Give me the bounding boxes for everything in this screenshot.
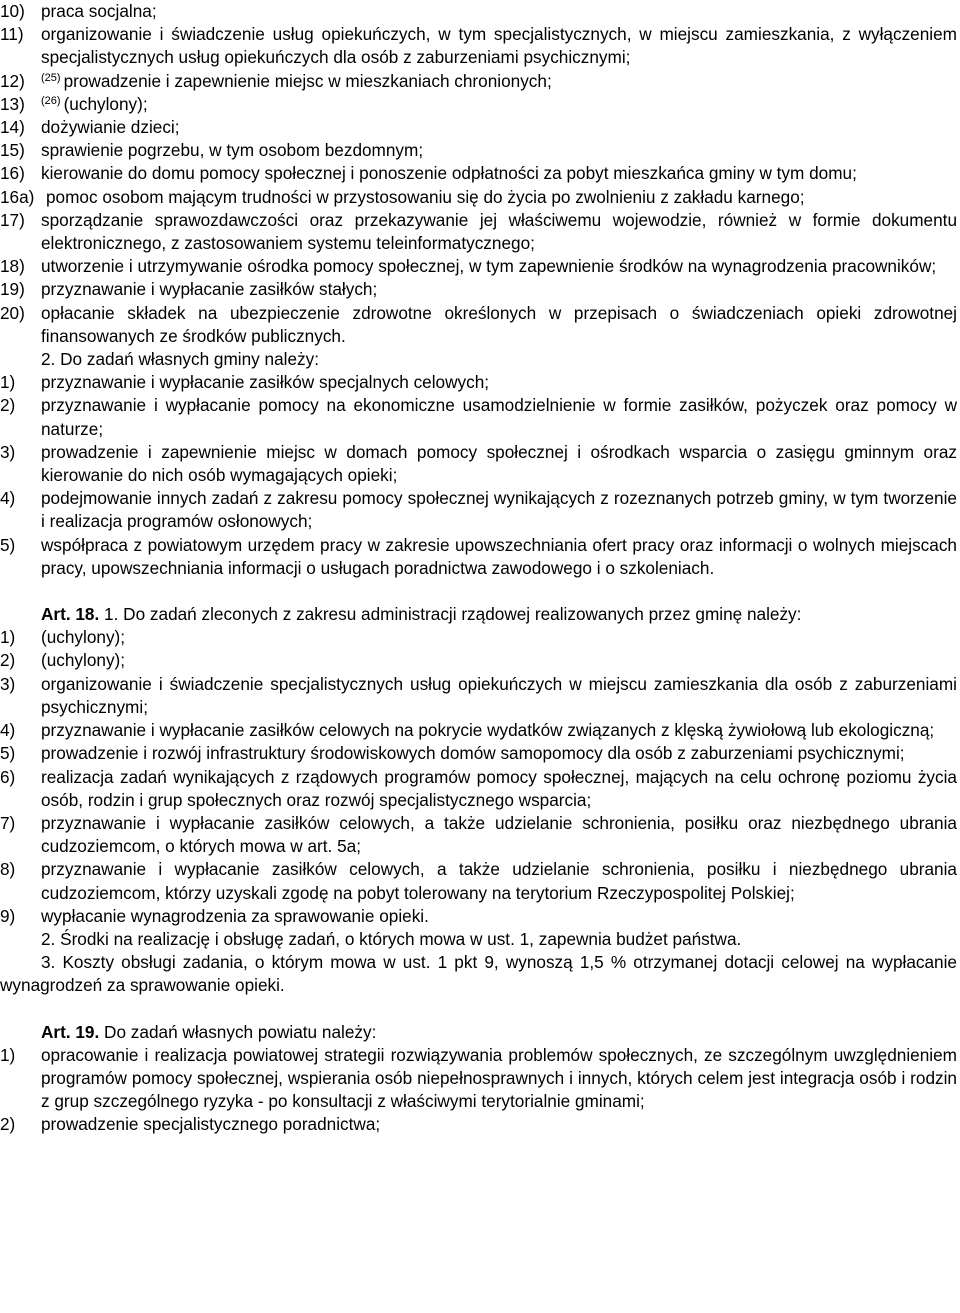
list-item: 16a) pomoc osobom mającym trudności w przystosowaniu się do życia po zwolnieniu z zakładu karnego;	[0, 186, 805, 207]
section-heading: 2. Do zadań własnych gminy należy:	[41, 349, 320, 370]
list-item: 4) podejmowanie innych zadań z zakresu pomocy społecznej wynikających z rozeznanych potrzeb gminy, w tym tworzenie i realizacja programów osłonowych;	[0, 488, 957, 532]
list-item: 19) przyznawanie i wypłacanie zasiłków stałych;	[0, 279, 378, 300]
list-item: 9) wypłacanie wynagrodzenia za sprawowanie opieki.	[0, 905, 429, 926]
section-paragraph: 3. Koszty obsługi zadania, o którym mowa w ust. 1 pkt 9, wynoszą 1,5 % otrzymanej dotacji celowej na wypłacanie wynagrodzeń za sprawowanie opieki.	[0, 952, 957, 996]
section-paragraph: 2. Środki na realizację i obsługę zadań, o których mowa w ust. 1, zapewnia budżet państwa.	[41, 928, 742, 949]
list-item: 4) przyznawanie i wypłacanie zasiłków celowych na pokrycie wydatków związanych z klęską żywiołową lub ekologiczną;	[0, 720, 935, 741]
footnote-ref: (26)	[41, 94, 61, 107]
list-item: 5) współpraca z powiatowym urzędem pracy w zakresie upowszechniania ofert pracy oraz informacji o wolnych miejscach pracy, upowszechniania informacji o usługach poradnictwa zawodowego i o szkoleniach.	[0, 534, 957, 578]
list-item: 1) przyznawanie i wypłacanie zasiłków specjalnych celowych;	[0, 372, 490, 393]
list-item: 8) przyznawanie i wypłacanie zasiłków celowych, a także udzielanie schronienia, posiłku i niezbędnego ubrania cudzoziemcom, którzy uzyskali zgodę na pobyt tolerowany na terytorium Rzeczypospolitej Polskiej;	[0, 859, 957, 903]
article-heading: Art. 18. 1. Do zadań zleconych z zakresu administracji rządowej realizowanych przez gminę należy:	[41, 604, 802, 625]
list-item: 16) kierowanie do domu pomocy społecznej i ponoszenie odpłatności za pobyt mieszkańca gminy w tym domu;	[0, 163, 857, 184]
list-part3	[0, 626, 957, 928]
list-item: 2) (uchylony);	[0, 650, 126, 671]
list-item: 1) opracowanie i realizacja powiatowej strategii rozwiązywania problemów społecznych, ze szczególnym uwzględnieniem programów pomocy społecznej, wspierania osób niepełnosprawnych i innych, których celem jest integracja osób i rodzin z grup szczególnego ryzyka - po konsultacji z właściwymi terytorialnie gminami;	[0, 1044, 957, 1112]
list-item: 20) opłacanie składek na ubezpieczenie zdrowotne określonych w przepisach o świadczeniach opieki zdrowotnej finansowanych ze środków publicznych.	[0, 302, 957, 346]
list-item: 2) prowadzenie specjalistycznego poradnictwa;	[0, 1114, 381, 1135]
list-item: 11) organizowanie i świadczenie usług opiekuńczych, w tym specjalistycznych, w miejscu zamieszkania, z wyłączeniem specjalistycznych usług opiekuńczych dla osób z zaburzeniami psychicznymi;	[0, 24, 957, 68]
list-item: 3) prowadzenie i zapewnienie miejsc w domach pomocy społecznej i ośrodkach wsparcia o zasięgu gminnym oraz kierowanie do nich osób wymagających opieki;	[0, 441, 957, 486]
list-part4	[0, 1044, 957, 1137]
list-item: 10) praca socjalna;	[0, 1, 157, 21]
list-item: 6) realizacja zadań wynikających z rządowych programów pomocy społecznej, mających na celu ochronę poziomu życia osób, rodzin i grup społecznych oraz rozwój specjalistycznego wsparcia;	[0, 766, 957, 810]
list-part2	[0, 371, 957, 580]
list-item: 18) utworzenie i utrzymywanie ośrodka pomocy społecznej, w tym zapewnienie środków na wynagrodzenia pracowników;	[0, 256, 937, 277]
list-item: 14) dożywianie dzieci;	[0, 117, 180, 138]
spacer	[0, 580, 957, 603]
list-item: 13) $^{(26)}$ (uchylony);	[0, 93, 148, 114]
list-item: 1) (uchylony);	[0, 627, 126, 648]
list-item: 17) sporządzanie sprawozdawczości oraz przekazywanie jej właściwemu wojewodzie, również w formie dokumentu elektronicznego, z zastosowaniem systemu teleinformatycznego;	[0, 209, 957, 254]
article-heading: Art. 19. Do zadań własnych powiatu należy:	[41, 1021, 377, 1042]
list-item: 2) przyznawanie i wypłacanie pomocy na ekonomiczne usamodzielnienie w formie zasiłków, pożyczek oraz pomocy w naturze;	[0, 395, 957, 439]
list-part1	[0, 0, 957, 348]
footnote-ref: (25)	[41, 71, 61, 84]
article-label: Art. 19.	[41, 1021, 100, 1042]
list-item: 3) organizowanie i świadczenie specjalistycznych usług opiekuńczych w miejscu zamieszkania dla osób z zaburzeniami psychicznymi;	[0, 673, 957, 717]
list-item: 12) $^{(25)}$ prowadzenie i zapewnienie miejsc w mieszkaniach chronionych;	[0, 70, 552, 91]
list-item: 7) przyznawanie i wypłacanie zasiłków celowych, a także udzielanie schronienia, posiłku oraz niezbędnego ubrania cudzoziemcom, o których mowa w art. 5a;	[0, 812, 957, 857]
list-item: 5) prowadzenie i rozwój infrastruktury środowiskowych domów samopomocy dla osób z zaburzeniami psychicznymi;	[0, 743, 905, 764]
list-item: 15) sprawienie pogrzebu, w tym osobom bezdomnym;	[0, 140, 424, 161]
article-label: Art. 18.	[41, 604, 100, 625]
spacer	[0, 998, 957, 1021]
